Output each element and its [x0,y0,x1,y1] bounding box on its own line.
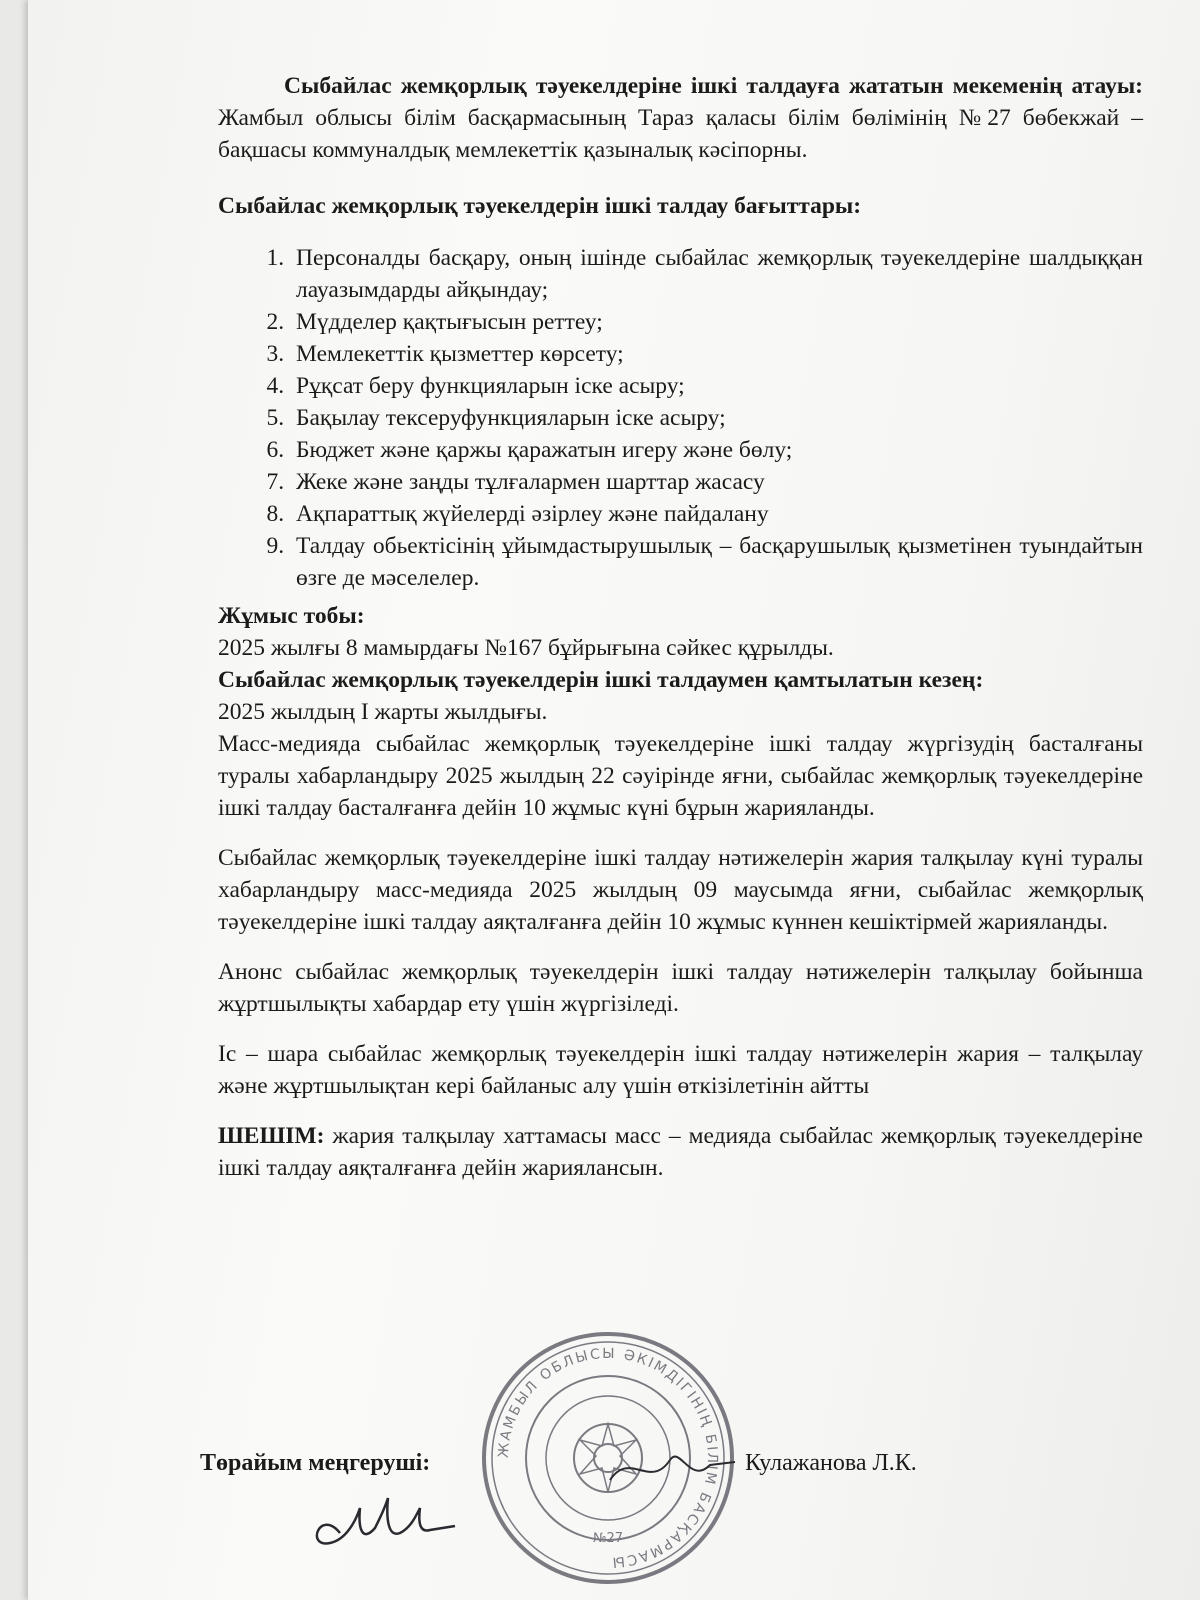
directions-list [218,242,1143,594]
list-item: 8. Ақпараттық жүйелерді әзірлеу және пайдалану [290,498,1143,530]
period-text: 2025 жылдың І жарты жылдығы. [218,699,548,725]
list-item: 6. Бюджет және қаржы қаражатын игеру және бөлу; [290,434,1143,466]
event-paragraph: Іс – шара сыбайлас жемқорлық тәуекелдерін ішкі талдау нәтижелерін жария – талқылау және жұртшылықтан кері байланыс алу үшін өткізілетінін айтты [218,1041,1143,1099]
signature-icon [300,1488,460,1558]
decision-label: ШЕШІМ: [218,1123,325,1149]
institution-title-label: Сыбайлас жемқорлық тәуекелдеріне ішкі талдауға жататын мекеменің атауы: [284,73,1143,99]
work-group-text: 2025 жылғы 8 мамырдағы №167 бұйрығына сәйкес құрылды. [218,635,834,661]
decision-paragraph [218,1120,1143,1184]
anons-paragraph: Анонс сыбайлас жемқорлық тәуекелдерін ішкі талдау нәтижелерін талқылау бойынша жұртшылықты хабардар ету үшін жүргізіледі. [218,959,1143,1017]
decision-text: жария талқылау хаттамасы масс – медияда сыбайлас жемқорлық тәуекелдеріне ішкі талдау аяқталғанға дейін жариялансын. [218,1123,1143,1181]
directions-heading: Сыбайлас жемқорлық тәуекелдерін ішкі талдау бағыттары: [218,193,862,219]
chair-label: Төрайым меңгеруші: [200,1450,431,1476]
document-body [218,70,1143,1184]
institution-title [218,70,1143,166]
chair-name: Кулажанова Л.К. [745,1450,917,1476]
results-announcement: Сыбайлас жемқорлық тәуекелдеріне ішкі талдау нәтижелерін жария талқылау күні туралы хабарландыру масс-медияда 2025 жылдың 09 маусымда яғни, сыбайлас жемқорлық тәуекелдеріне ішкі талдау аяқталғанға дейін 10 жұмыс күннен кешіктірмей жарияланды. [218,845,1143,935]
period-heading: Сыбайлас жемқорлық тәуекелдерін ішкі талдаумен қамтылатын кезең: [218,667,984,693]
signature-row [200,1450,960,1490]
list-item: 7. Жеке және заңды тұлғалармен шарттар жасасу [290,466,1143,498]
list-item: 5. Бақылау тексеруфункцияларын іске асыру; [290,402,1143,434]
work-group-heading: Жұмыс тобы: [218,603,365,629]
stamp-outer-text: ЖАМБЫЛ ОБЛЫСЫ ӘКІМДІГІНІҢ БІЛІМ БАСҚАРМАСЫ [495,1345,721,1571]
list-item: 1. Персоналды басқару, оның ішінде сыбайлас жемқорлық тәуекелдеріне шалдыққан лауазымдарды айқындау; [290,242,1143,306]
media-announcement: Масс-медияда сыбайлас жемқорлық тәуекелдеріне ішкі талдау жүргізудің басталғаны туралы хабарландыру 2025 жылдың 22 сәуірінде яғни, сыбайлас жемқорлық тәуекелдеріне ішкі талдау басталғанға дейін 10 жұмыс күні бұрын жарияланды. [218,731,1143,821]
institution-name: Жамбыл облысы білім басқармасының Тараз қаласы білім бөлімінің №27 бөбекжай – бақшасы коммуналдық мемлекеттік қазыналық кәсіпорны. [218,105,1143,163]
stamp-number: №27 [592,1531,624,1546]
list-item: 3. Мемлекеттік қызметтер көрсету; [290,338,1143,370]
list-item: 4. Рұқсат беру функцияларын іске асыру; [290,370,1143,402]
list-item: 2. Мүдделер қақтығысын реттеу; [290,306,1143,338]
list-item: 9. Талдау обьектісінің ұйымдастырушылық – басқарушылық қызметінен туындайтын өзге де мәселелер. [290,530,1143,594]
